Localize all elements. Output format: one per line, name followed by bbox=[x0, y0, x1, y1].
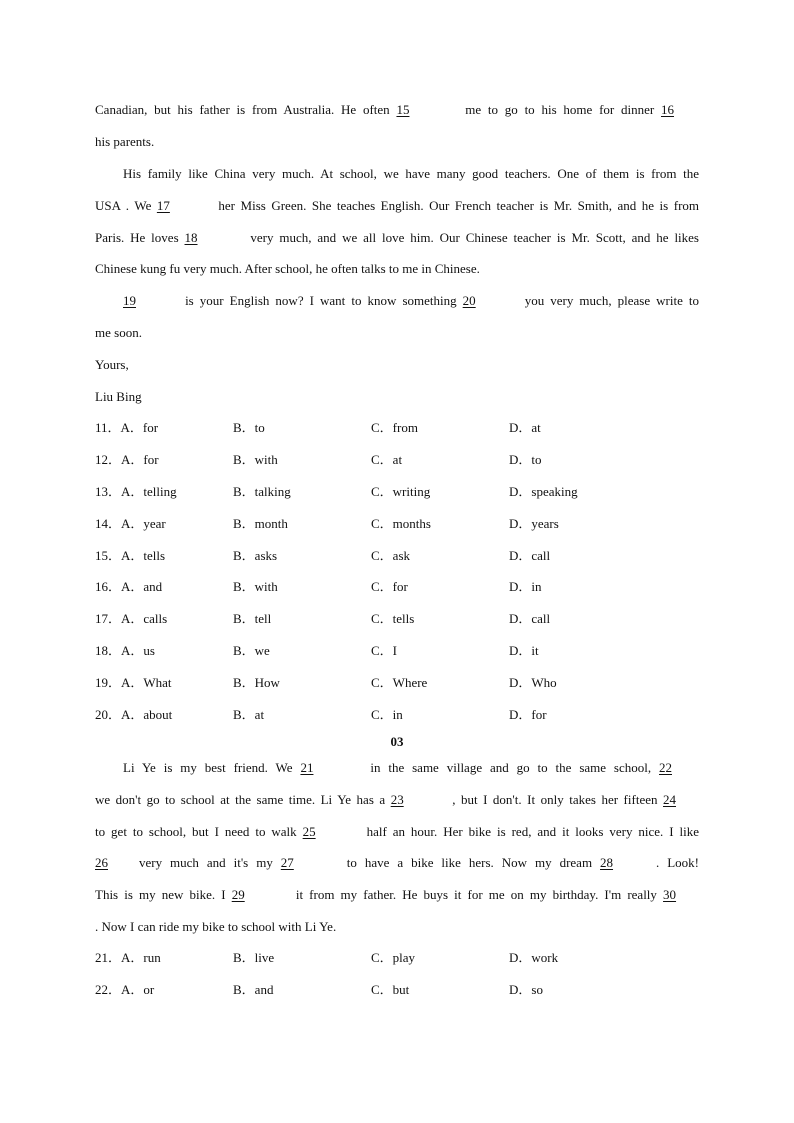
passage-line: Li Ye is my best friend. We 21 in the same village and go to the same school, 22 bbox=[123, 758, 699, 778]
blank-26: 26 bbox=[95, 855, 108, 870]
option-a: 11．A．for bbox=[95, 420, 159, 435]
blank-17: 17 bbox=[156, 198, 170, 213]
option-c: C．at bbox=[371, 452, 403, 467]
option-d: D．call bbox=[509, 548, 551, 563]
letter-closing: Yours, bbox=[95, 357, 129, 372]
passage-line: USA . We 17 her Miss Green. She teaches English. Our French teacher is Mr. Smith, and he is from bbox=[95, 196, 699, 216]
option-d: D．it bbox=[509, 643, 539, 658]
blank-29: 29 bbox=[231, 887, 245, 902]
option-c: C．I bbox=[371, 643, 398, 658]
option-b: B．to bbox=[233, 420, 265, 435]
option-b: B．live bbox=[233, 950, 275, 965]
option-a: 12．A．for bbox=[95, 452, 159, 467]
passage-line: we don't go to school at the same time. Li Ye has a 23 , but I don't. It only takes her fifteen 24 bbox=[95, 790, 699, 810]
option-c: C．ask bbox=[371, 548, 411, 563]
option-d: D．at bbox=[509, 420, 541, 435]
option-c: C．for bbox=[371, 579, 408, 594]
option-c: C．writing bbox=[371, 484, 431, 499]
option-b: B．talking bbox=[233, 484, 291, 499]
option-c: C．Where bbox=[371, 675, 428, 690]
blank-30: 30 bbox=[663, 887, 677, 902]
blank-20: 20 bbox=[462, 293, 476, 308]
blank-24: 24 bbox=[663, 792, 676, 807]
option-d: D．work bbox=[509, 950, 559, 965]
letter-signature: Liu Bing bbox=[95, 389, 142, 404]
option-c: C．play bbox=[371, 950, 416, 965]
option-c: C．from bbox=[371, 420, 418, 435]
blank-16: 16 bbox=[661, 102, 674, 117]
passage-line: Canadian, but his father is from Australia. He often 15 me to go to his home for dinner 16 bbox=[95, 100, 699, 120]
option-d: D．call bbox=[509, 611, 551, 626]
option-a: 16．A．and bbox=[95, 579, 163, 594]
option-a: 19．A．What bbox=[95, 675, 172, 690]
option-d: D．in bbox=[509, 579, 542, 594]
option-d: D．Who bbox=[509, 675, 557, 690]
blank-18: 18 bbox=[184, 230, 198, 245]
option-a: 15．A．tells bbox=[95, 548, 166, 563]
section-heading: 03 bbox=[390, 734, 404, 749]
option-b: B．we bbox=[233, 643, 270, 658]
passage-line: This is my new bike. I 29 it from my father. He buys it for me on my birthday. I'm really 30 bbox=[95, 885, 699, 905]
option-b: B．at bbox=[233, 707, 265, 722]
passage-line: Paris. He loves 18 very much, and we all love him. Our Chinese teacher is Mr. Scott, and he likes bbox=[95, 228, 699, 248]
option-b: B．with bbox=[233, 452, 278, 467]
option-c: C．tells bbox=[371, 611, 415, 626]
option-a: 13．A．telling bbox=[95, 484, 177, 499]
passage-line: 19 is your English now? I want to know something 20 you very much, please write to bbox=[123, 291, 699, 311]
option-a: 18．A．us bbox=[95, 643, 155, 658]
option-a: 21．A．run bbox=[95, 950, 161, 965]
option-b: B．How bbox=[233, 675, 280, 690]
passage-line: Chinese kung fu very much. After school, he often talks to me in Chinese. bbox=[95, 261, 480, 276]
option-b: B．with bbox=[233, 579, 278, 594]
passage-line: to get to school, but I need to walk 25 half an hour. Her bike is red, and it looks very nice. I like bbox=[95, 822, 699, 842]
blank-15: 15 bbox=[396, 102, 410, 117]
passage-line: . Now I can ride my bike to school with Li Ye. bbox=[95, 919, 337, 934]
passage-line: 26 very much and it's my 27 to have a bike like hers. Now my dream 28 . Look! bbox=[95, 853, 699, 873]
option-c: C．months bbox=[371, 516, 431, 531]
option-c: C．but bbox=[371, 982, 410, 997]
blank-28: 28 bbox=[600, 855, 614, 870]
option-b: B．tell bbox=[233, 611, 272, 626]
option-b: B．and bbox=[233, 982, 274, 997]
passage-line: his parents. bbox=[95, 134, 155, 149]
option-d: D．so bbox=[509, 982, 543, 997]
option-b: B．month bbox=[233, 516, 288, 531]
passage-line: His family like China very much. At school, we have many good teachers. One of them is from the bbox=[123, 166, 699, 181]
blank-21: 21 bbox=[300, 760, 314, 775]
option-b: B．asks bbox=[233, 548, 278, 563]
passage-line: me soon. bbox=[95, 325, 142, 340]
blank-22: 22 bbox=[659, 760, 672, 775]
option-d: D．speaking bbox=[509, 484, 578, 499]
blank-25: 25 bbox=[302, 824, 316, 839]
option-a: 20．A．about bbox=[95, 707, 173, 722]
option-a: 17．A．calls bbox=[95, 611, 168, 626]
option-a: 14．A．year bbox=[95, 516, 166, 531]
option-a: 22．A．or bbox=[95, 982, 155, 997]
option-d: D．years bbox=[509, 516, 559, 531]
blank-23: 23 bbox=[390, 792, 404, 807]
option-d: D．to bbox=[509, 452, 542, 467]
blank-19: 19 bbox=[123, 293, 136, 308]
option-d: D．for bbox=[509, 707, 547, 722]
option-c: C．in bbox=[371, 707, 403, 722]
blank-27: 27 bbox=[280, 855, 294, 870]
